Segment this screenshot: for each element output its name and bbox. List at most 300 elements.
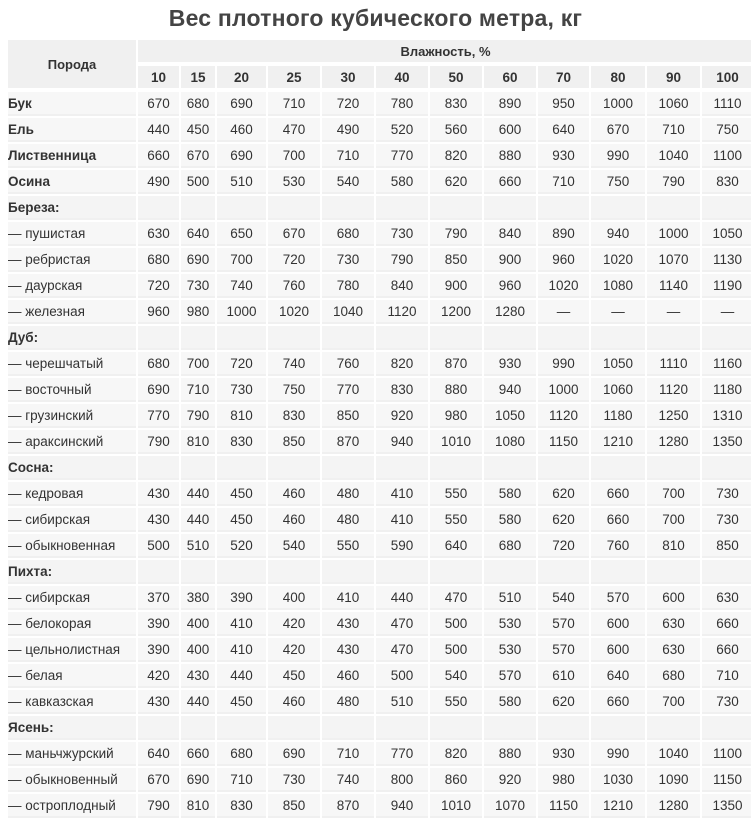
table-body	[8, 90, 751, 818]
table-row	[8, 142, 751, 168]
value-cell: 730	[181, 272, 215, 298]
value-cell: 710	[702, 662, 751, 688]
value-cell: 640	[538, 116, 589, 142]
value-cell	[322, 324, 374, 350]
group-name: Сосна:	[8, 454, 136, 480]
value-cell	[138, 454, 179, 480]
value-cell	[217, 558, 266, 584]
value-cell: 690	[181, 246, 215, 272]
value-cell: 1080	[591, 272, 645, 298]
value-cell: 510	[484, 584, 536, 610]
value-cell: 720	[538, 532, 589, 558]
value-cell	[181, 194, 215, 220]
value-cell	[591, 714, 645, 740]
table-row	[8, 480, 751, 506]
species-name: — сибирская	[8, 506, 136, 532]
value-cell: 690	[181, 766, 215, 792]
group-header-row	[8, 194, 751, 220]
value-cell: 390	[217, 584, 266, 610]
value-cell	[702, 324, 751, 350]
value-cell: 710	[322, 142, 374, 168]
value-cell	[430, 714, 482, 740]
value-cell	[430, 454, 482, 480]
value-cell	[647, 454, 700, 480]
group-name: Пихта:	[8, 558, 136, 584]
value-cell	[591, 324, 645, 350]
group-name: Береза:	[8, 194, 136, 220]
weight-table	[6, 38, 751, 818]
value-cell: 420	[268, 610, 320, 636]
table-row	[8, 662, 751, 688]
value-cell	[376, 194, 428, 220]
value-cell: 620	[538, 480, 589, 506]
value-cell: 1080	[484, 428, 536, 454]
value-cell	[217, 324, 266, 350]
value-cell: 440	[376, 584, 428, 610]
table-row	[8, 740, 751, 766]
value-cell: 980	[430, 402, 482, 428]
value-cell: 640	[138, 740, 179, 766]
value-cell: 1190	[702, 272, 751, 298]
group-header-row	[8, 714, 751, 740]
value-cell: 900	[484, 246, 536, 272]
value-cell	[484, 558, 536, 584]
value-cell	[538, 324, 589, 350]
value-cell: 1070	[484, 792, 536, 818]
value-cell: 1210	[591, 792, 645, 818]
value-cell: 1000	[538, 376, 589, 402]
value-cell	[217, 454, 266, 480]
value-cell: 960	[538, 246, 589, 272]
value-cell: 700	[217, 246, 266, 272]
value-cell: 1120	[647, 376, 700, 402]
value-cell: 840	[376, 272, 428, 298]
value-cell	[217, 714, 266, 740]
group-header-row	[8, 324, 751, 350]
value-cell: 670	[268, 220, 320, 246]
value-cell: 700	[268, 142, 320, 168]
table-row	[8, 506, 751, 532]
value-cell: 470	[376, 610, 428, 636]
table-row	[8, 610, 751, 636]
species-name: — кавказская	[8, 688, 136, 714]
value-cell: 870	[322, 428, 374, 454]
value-cell: 550	[430, 480, 482, 506]
value-cell: 1040	[322, 298, 374, 324]
group-name: Ясень:	[8, 714, 136, 740]
value-cell: 880	[484, 142, 536, 168]
value-cell: 1000	[217, 298, 266, 324]
value-cell: 700	[181, 350, 215, 376]
value-cell: 1180	[702, 376, 751, 402]
value-cell	[430, 324, 482, 350]
humidity-column-header: 10	[138, 64, 179, 90]
value-cell: 810	[181, 428, 215, 454]
value-cell: 690	[138, 376, 179, 402]
value-cell: 870	[322, 792, 374, 818]
value-cell: 730	[268, 766, 320, 792]
group-header-row	[8, 454, 751, 480]
value-cell: 560	[430, 116, 482, 142]
value-cell: 580	[484, 506, 536, 532]
value-cell: 850	[268, 428, 320, 454]
value-cell: 680	[484, 532, 536, 558]
value-cell: 450	[268, 662, 320, 688]
value-cell: 790	[376, 246, 428, 272]
table-row	[8, 116, 751, 142]
value-cell: 670	[181, 142, 215, 168]
value-cell: 410	[217, 636, 266, 662]
value-cell: 530	[484, 610, 536, 636]
value-cell: 430	[138, 688, 179, 714]
value-cell: 390	[138, 636, 179, 662]
value-cell: 510	[217, 168, 266, 194]
value-cell: 620	[538, 506, 589, 532]
value-cell: 510	[376, 688, 428, 714]
value-cell: 940	[376, 792, 428, 818]
value-cell	[376, 558, 428, 584]
table-row	[8, 376, 751, 402]
value-cell: 940	[484, 376, 536, 402]
value-cell: 680	[322, 220, 374, 246]
species-name: Ель	[8, 116, 136, 142]
value-cell: 710	[268, 90, 320, 116]
value-cell: 730	[376, 220, 428, 246]
value-cell: 980	[538, 766, 589, 792]
value-cell: 720	[322, 90, 374, 116]
value-cell: 570	[538, 610, 589, 636]
value-cell: 760	[268, 272, 320, 298]
value-cell: 870	[430, 350, 482, 376]
value-cell: 760	[591, 532, 645, 558]
value-cell: 480	[322, 506, 374, 532]
value-cell	[376, 714, 428, 740]
value-cell: 830	[430, 90, 482, 116]
value-cell: 960	[138, 298, 179, 324]
value-cell: 830	[217, 428, 266, 454]
table-row	[8, 90, 751, 116]
value-cell: 740	[322, 766, 374, 792]
value-cell: 830	[217, 792, 266, 818]
value-cell: 700	[647, 688, 700, 714]
value-cell: 1120	[376, 298, 428, 324]
group-name: Дуб:	[8, 324, 136, 350]
species-name: — грузинский	[8, 402, 136, 428]
value-cell: 390	[138, 610, 179, 636]
species-name: — обыкновенный	[8, 766, 136, 792]
value-cell: 670	[138, 766, 179, 792]
value-cell: 570	[484, 662, 536, 688]
table-row	[8, 168, 751, 194]
value-cell	[268, 454, 320, 480]
value-cell: 730	[702, 688, 751, 714]
table-row	[8, 272, 751, 298]
value-cell: 790	[430, 220, 482, 246]
value-cell: 660	[591, 688, 645, 714]
value-cell	[591, 558, 645, 584]
species-name: — ребристая	[8, 246, 136, 272]
table-row	[8, 688, 751, 714]
value-cell	[484, 194, 536, 220]
value-cell	[702, 194, 751, 220]
value-cell: 680	[647, 662, 700, 688]
value-cell: 690	[217, 142, 266, 168]
value-cell: 500	[181, 168, 215, 194]
value-cell: 660	[591, 506, 645, 532]
value-cell: 770	[322, 376, 374, 402]
value-cell: 450	[217, 688, 266, 714]
value-cell	[322, 714, 374, 740]
value-cell: 490	[138, 168, 179, 194]
humidity-column-header: 70	[538, 64, 589, 90]
value-cell: 1280	[647, 428, 700, 454]
value-cell	[591, 194, 645, 220]
value-cell: 1090	[647, 766, 700, 792]
species-name: — цельнолистная	[8, 636, 136, 662]
species-name: Бук	[8, 90, 136, 116]
value-cell: 620	[538, 688, 589, 714]
value-cell: 580	[484, 688, 536, 714]
value-cell: —	[647, 298, 700, 324]
value-cell: 410	[217, 610, 266, 636]
value-cell: 450	[181, 116, 215, 142]
value-cell: 1000	[591, 90, 645, 116]
value-cell: 600	[484, 116, 536, 142]
value-cell: 490	[322, 116, 374, 142]
value-cell: 550	[430, 506, 482, 532]
value-cell: 630	[647, 636, 700, 662]
value-cell	[322, 454, 374, 480]
value-cell: 710	[217, 766, 266, 792]
value-cell: 750	[702, 116, 751, 142]
humidity-column-header: 80	[591, 64, 645, 90]
value-cell	[647, 324, 700, 350]
species-name: — восточный	[8, 376, 136, 402]
value-cell: 1010	[430, 428, 482, 454]
value-cell: 990	[538, 350, 589, 376]
value-cell: 460	[217, 116, 266, 142]
value-cell	[647, 558, 700, 584]
value-cell	[322, 194, 374, 220]
value-cell: 700	[647, 506, 700, 532]
value-cell	[538, 558, 589, 584]
value-cell: 1280	[647, 792, 700, 818]
value-cell: 790	[647, 168, 700, 194]
value-cell: 590	[376, 532, 428, 558]
value-cell	[647, 714, 700, 740]
value-cell: 660	[181, 740, 215, 766]
value-cell: 1350	[702, 428, 751, 454]
value-cell: 830	[376, 376, 428, 402]
value-cell: 450	[217, 506, 266, 532]
value-cell: 600	[591, 636, 645, 662]
value-cell: 680	[217, 740, 266, 766]
value-cell: 620	[430, 168, 482, 194]
value-cell: 760	[322, 350, 374, 376]
value-cell: 880	[484, 740, 536, 766]
value-cell: 670	[591, 116, 645, 142]
value-cell: 680	[138, 350, 179, 376]
value-cell: 810	[217, 402, 266, 428]
value-cell: 580	[376, 168, 428, 194]
value-cell: 1000	[647, 220, 700, 246]
value-cell: 790	[138, 428, 179, 454]
value-cell: 1210	[591, 428, 645, 454]
value-cell: 900	[430, 272, 482, 298]
value-cell: 1070	[647, 246, 700, 272]
value-cell	[430, 558, 482, 584]
species-name: — железная	[8, 298, 136, 324]
value-cell	[181, 714, 215, 740]
value-cell	[217, 194, 266, 220]
value-cell: 1010	[430, 792, 482, 818]
value-cell: 1050	[702, 220, 751, 246]
value-cell: 610	[538, 662, 589, 688]
species-name: Осина	[8, 168, 136, 194]
value-cell: 470	[376, 636, 428, 662]
value-cell: 740	[217, 272, 266, 298]
value-cell: 730	[702, 506, 751, 532]
value-cell: 600	[591, 610, 645, 636]
value-cell: 500	[138, 532, 179, 558]
value-cell: 1100	[702, 740, 751, 766]
value-cell: 1030	[591, 766, 645, 792]
value-cell: —	[591, 298, 645, 324]
table-row	[8, 792, 751, 818]
table-row	[8, 766, 751, 792]
value-cell	[538, 714, 589, 740]
species-name: Лиственница	[8, 142, 136, 168]
value-cell: 1350	[702, 792, 751, 818]
value-cell: 930	[538, 142, 589, 168]
value-cell: 840	[484, 220, 536, 246]
value-cell: 690	[268, 740, 320, 766]
value-cell: 710	[322, 740, 374, 766]
value-cell: 950	[538, 90, 589, 116]
value-cell	[138, 714, 179, 740]
value-cell	[138, 558, 179, 584]
value-cell: 920	[376, 402, 428, 428]
species-name: — белая	[8, 662, 136, 688]
value-cell: 400	[268, 584, 320, 610]
value-cell: 1020	[591, 246, 645, 272]
value-cell: 820	[430, 142, 482, 168]
species-column-header: Порода	[8, 38, 136, 90]
value-cell: 940	[591, 220, 645, 246]
value-cell: —	[702, 298, 751, 324]
species-name: — даурская	[8, 272, 136, 298]
value-cell: 960	[484, 272, 536, 298]
value-cell: 440	[181, 480, 215, 506]
value-cell: 530	[484, 636, 536, 662]
value-cell: 890	[538, 220, 589, 246]
value-cell: 520	[376, 116, 428, 142]
table-row	[8, 532, 751, 558]
value-cell: 410	[376, 506, 428, 532]
species-name: — пушистая	[8, 220, 136, 246]
value-cell: 710	[538, 168, 589, 194]
value-cell	[268, 558, 320, 584]
value-cell: 1180	[591, 402, 645, 428]
value-cell: 1200	[430, 298, 482, 324]
value-cell	[322, 558, 374, 584]
value-cell: 520	[217, 532, 266, 558]
value-cell: 680	[138, 246, 179, 272]
value-cell: 630	[647, 610, 700, 636]
value-cell: 460	[322, 662, 374, 688]
value-cell: 980	[181, 298, 215, 324]
value-cell: 640	[181, 220, 215, 246]
value-cell: 850	[322, 402, 374, 428]
species-name: — сибирская	[8, 584, 136, 610]
value-cell: 500	[430, 636, 482, 662]
value-cell: 680	[181, 90, 215, 116]
value-cell: 630	[702, 584, 751, 610]
humidity-column-header: 30	[322, 64, 374, 90]
value-cell: 660	[702, 610, 751, 636]
humidity-column-header: 15	[181, 64, 215, 90]
value-cell: 530	[268, 168, 320, 194]
value-cell: 1310	[702, 402, 751, 428]
value-cell: 580	[484, 480, 536, 506]
value-cell: 890	[484, 90, 536, 116]
value-cell	[268, 324, 320, 350]
value-cell: 1150	[702, 766, 751, 792]
value-cell: 460	[268, 506, 320, 532]
table-row	[8, 220, 751, 246]
value-cell: 720	[217, 350, 266, 376]
value-cell: 850	[268, 792, 320, 818]
value-cell: 540	[430, 662, 482, 688]
value-cell	[538, 194, 589, 220]
value-cell: 420	[138, 662, 179, 688]
value-cell: 780	[376, 90, 428, 116]
value-cell: 660	[138, 142, 179, 168]
species-name: — кедровая	[8, 480, 136, 506]
value-cell: 550	[322, 532, 374, 558]
value-cell: 710	[647, 116, 700, 142]
value-cell: 770	[138, 402, 179, 428]
value-cell	[138, 194, 179, 220]
value-cell: 810	[181, 792, 215, 818]
value-cell: 1020	[538, 272, 589, 298]
value-cell: 430	[322, 610, 374, 636]
value-cell: 990	[591, 142, 645, 168]
humidity-column-header: 60	[484, 64, 536, 90]
value-cell: 1100	[702, 142, 751, 168]
value-cell: 460	[268, 688, 320, 714]
value-cell: 730	[217, 376, 266, 402]
value-cell	[181, 558, 215, 584]
species-name: — араксинский	[8, 428, 136, 454]
value-cell: 700	[647, 480, 700, 506]
value-cell	[376, 454, 428, 480]
value-cell: 440	[181, 506, 215, 532]
value-cell: 850	[702, 532, 751, 558]
value-cell	[484, 324, 536, 350]
value-cell: 440	[217, 662, 266, 688]
value-cell: 830	[702, 168, 751, 194]
value-cell: 790	[138, 792, 179, 818]
humidity-group-header: Влажность, %	[138, 38, 751, 64]
value-cell: 500	[430, 610, 482, 636]
value-cell: 420	[268, 636, 320, 662]
value-cell: 410	[376, 480, 428, 506]
value-cell: 880	[430, 376, 482, 402]
species-name: — белокорая	[8, 610, 136, 636]
page-title: Вес плотного кубического метра, кг	[168, 5, 583, 31]
species-name: — обыкновенная	[8, 532, 136, 558]
